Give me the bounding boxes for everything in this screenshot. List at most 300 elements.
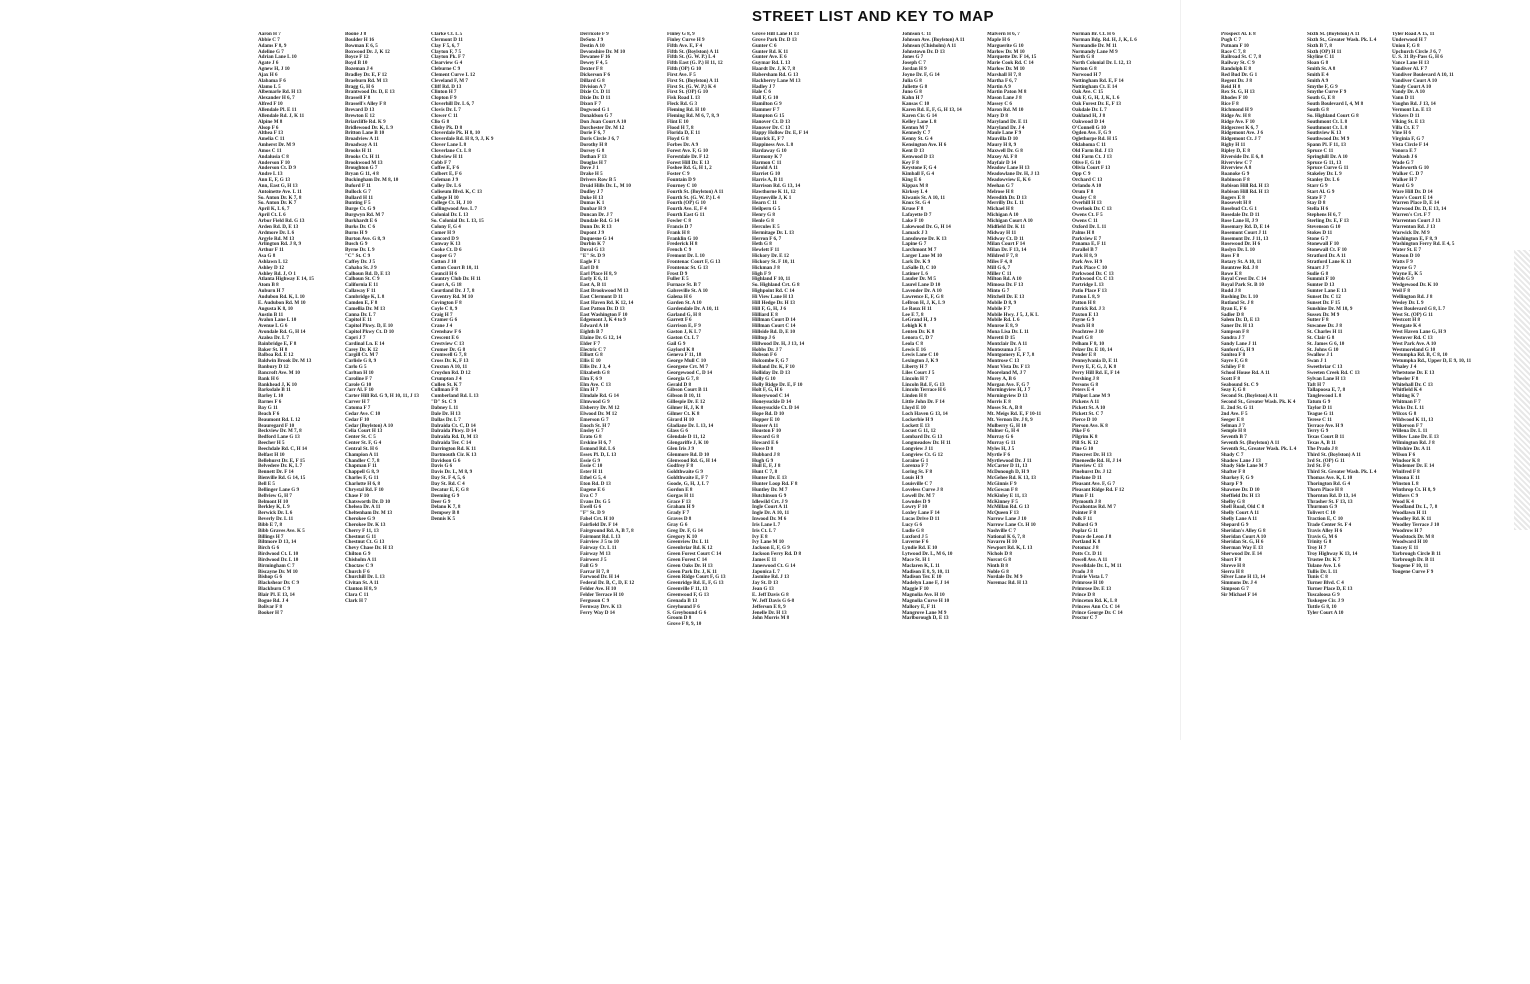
street-entry: Regent Dr. J 8 xyxy=(1221,77,1252,84)
street-entry: Dexter F 8 xyxy=(580,66,603,73)
street-entry: Joyne Dr. F, G 14 xyxy=(902,71,940,78)
street-entry: Eugene E 6 xyxy=(580,486,605,493)
street-entry: Stonewall Ct. F 10 xyxy=(1307,247,1347,254)
street-entry: Heth G 8 xyxy=(752,241,772,248)
street-entry: Covington F 8 xyxy=(431,299,462,306)
street-entry: Holly G 10 xyxy=(752,375,776,382)
street-entry: Jackson Ferry Rd. D 8 xyxy=(752,551,802,558)
street-entry: Lee E 7, 8 xyxy=(902,311,924,318)
street-list-column-7 xyxy=(902,32,986,622)
street-entry: Warren Place D, E 14 xyxy=(1392,200,1440,207)
street-entry: Vandiver Boulevard A 10, 11 xyxy=(1392,71,1454,78)
street-entry: Brookwood M 13 xyxy=(345,159,383,166)
street-entry: Hunt C 7, 8 xyxy=(752,469,778,476)
street-entry: Martin A 9 xyxy=(987,83,1011,90)
street-entry: French C 9 xyxy=(667,247,692,254)
street-entry: Cloverhill Dr. L 6, 7 xyxy=(431,101,475,108)
street-entry: Skyline C 11 xyxy=(1307,54,1335,61)
street-entry: Mona Lisa Dr. L 11 xyxy=(987,329,1029,336)
street-entry: Busch G 9 xyxy=(345,241,368,248)
street-entry: Shady Side Lane M 7 xyxy=(1221,463,1268,470)
street-entry: Maclaren K, L 11 xyxy=(902,562,940,569)
street-entry: Montclair Dr. A 11 xyxy=(987,340,1028,347)
street-entry: Vermont Ln. E 13 xyxy=(1392,106,1431,113)
street-entry: Electric C 7 xyxy=(580,346,606,353)
street-entry: Willow Lane Dr. E 13 xyxy=(1392,434,1439,441)
street-entry: Owens C 11 xyxy=(1072,218,1098,224)
street-entry: Lombard Dr. G 13 xyxy=(902,434,943,441)
street-entry: Happy Hollow Dr. E, F 14 xyxy=(752,130,809,137)
street-entry: Burkhardt E 6 xyxy=(345,218,377,224)
street-entry: Trustee Dr. K 7 xyxy=(1307,556,1341,563)
street-entry: Polk F 11 xyxy=(1072,516,1093,523)
street-entry: Sheridan's Alley G 8 xyxy=(1221,527,1266,534)
street-entry: Caroline F 7 xyxy=(345,375,372,382)
street-entry: Ingle Court A 11 xyxy=(752,504,788,511)
street-entry: Gibson B 10, 11 xyxy=(667,393,701,400)
street-entry: Stonewall F 10 xyxy=(1307,241,1339,248)
street-entry: Charles F, G 11 xyxy=(345,475,379,482)
street-entry: Kensington Ave. H 6 xyxy=(902,142,947,149)
street-entry: Garrison E, F 9 xyxy=(667,323,701,330)
street-entry: Railway St. C 9 xyxy=(1221,60,1255,67)
street-entry: Agnew H, J 10 xyxy=(258,66,290,73)
street-entry: Keystone F, G 4 xyxy=(902,165,937,172)
street-entry: Rosewood Dr. H 6 xyxy=(1221,241,1261,248)
street-entry: Maggie F 10 xyxy=(902,586,929,593)
street-entry: Birdwood Dr. L 10 xyxy=(258,556,299,563)
street-entry: Lakewood Dr. G, H 14 xyxy=(902,223,951,230)
street-entry: Hill F, G, H, J 6 xyxy=(752,305,787,312)
street-entry: Boyd B 10 xyxy=(345,60,368,67)
street-entry: Green Oaks Dr. H 13 xyxy=(667,562,713,569)
street-entry: Marshall H 7, 8 xyxy=(987,71,1021,78)
street-entry: Princess Ann Ct. C 14 xyxy=(1072,603,1120,610)
street-entry: Clark H 7 xyxy=(345,597,367,604)
street-entry: Sierra H 8 xyxy=(1221,568,1244,575)
street-entry: Cargill Ct. M 7 xyxy=(345,352,379,359)
street-entry: Nichols D 8 xyxy=(987,551,1012,558)
street-entry: Fifth St. (G. W. P.) L 4 xyxy=(667,54,716,61)
street-entry: Felder Ave. H 10 xyxy=(580,586,617,593)
street-entry: Dove J 1 xyxy=(580,165,599,172)
street-entry: Little John Dr. F 14 xyxy=(902,399,945,406)
street-entry: Haynesville J, K 1 xyxy=(752,194,792,201)
street-entry: Sampson F 8 xyxy=(1221,329,1249,336)
street-entry: Elm H 7 xyxy=(580,387,599,394)
street-entry: East Clermont D 11 xyxy=(580,293,623,300)
street-entry: Longview J 11 xyxy=(902,445,934,452)
street-entry: Sheridan St. G, H 6 xyxy=(1221,539,1264,546)
street-entry: Gunter Rd. K 11 xyxy=(752,48,789,55)
street-entry: Hi View Lane H 13 xyxy=(752,293,794,300)
street-entry: Belmont H 10 xyxy=(258,498,288,505)
street-entry: Hillwood Dr. H, J 13, 14 xyxy=(752,340,805,347)
street-entry: Troy H 7 xyxy=(1307,545,1327,552)
street-entry: Hope Rd. D 10 xyxy=(752,410,784,417)
street-entry: Britton Lane B 10 xyxy=(345,130,385,137)
street-entry: E. Jeff Davis G 8 xyxy=(752,592,789,598)
street-entry: Broadway A 11 xyxy=(345,142,378,149)
street-entry: Pineneedle Rd. H, J 14 xyxy=(1072,457,1122,464)
street-entry: Narrow Lane Ct. H 10 xyxy=(987,521,1036,528)
street-entry: Fifth East (G. P.) H 11, 12 xyxy=(667,60,723,67)
street-entry: Hamilton G 9 xyxy=(752,101,782,108)
street-entry: Goldthwaite G 9 xyxy=(667,469,703,476)
street-entry: Cramer G 6 xyxy=(431,317,458,324)
street-entry: Rushing Dr. L 10 xyxy=(1221,293,1258,300)
street-entry: Wheeler F 8 xyxy=(1392,375,1419,382)
street-entry: Cherokee Dr. K 13 xyxy=(345,521,386,528)
street-entry: Woodley Terrace J 10 xyxy=(1392,521,1440,528)
street-entry: Pinecrest Dr. H 13 xyxy=(1072,451,1112,458)
street-entry: Capitol Pkwy. D, E 10 xyxy=(345,323,393,330)
street-entry: Norwood H 7 xyxy=(1072,71,1102,78)
street-entry: Rex St. G, H 13 xyxy=(1221,89,1255,96)
street-entry: Craig H 7 xyxy=(431,311,453,318)
street-entry: Belvedere Dr. K, L 7 xyxy=(258,463,303,470)
street-entry: Wilmington Rd. J 8 xyxy=(1392,440,1435,447)
street-entry: Carlo G 5 xyxy=(345,364,367,371)
street-entry: Avalon Lane L 10 xyxy=(258,317,297,324)
street-entry: Courtland Dr. J 7, 8 xyxy=(431,288,475,295)
street-entry: Orlando A 10 xyxy=(1072,182,1102,189)
street-entry: Cleveland F, M 7 xyxy=(431,77,468,84)
street-entry: Foster C 9 xyxy=(667,171,690,178)
street-entry: Ridgemont Ave. J 6 xyxy=(1221,130,1264,137)
street-entry: Gregory K 10 xyxy=(667,533,697,540)
street-entry: Stevenson G 10 xyxy=(1307,223,1341,230)
street-entry: Knox St. G 4 xyxy=(902,200,931,207)
street-entry: Rutland St. J 8 xyxy=(1221,299,1254,306)
street-entry: Brevard D 13 xyxy=(345,106,375,113)
street-entry: Fleming Rd. H 10 xyxy=(667,106,706,113)
street-entry: Montezuma J 5 xyxy=(987,346,1021,353)
street-entry: Turner Place D, E 13 xyxy=(1307,586,1353,593)
street-entry: Latimer L 6 xyxy=(902,270,928,277)
street-entry: Shelly Court A 11 xyxy=(1221,510,1260,517)
street-entry: Gorgas H 11 xyxy=(667,492,695,499)
street-entry: Center St. C 5 xyxy=(345,434,376,441)
street-entry: Prairie Vista L 7 xyxy=(1072,574,1108,581)
street-entry: Olive F, G 10 xyxy=(1072,159,1101,166)
street-entry: Woodstock Dr. M 8 xyxy=(1392,533,1434,540)
street-entry: Dixie Dr. D 11 xyxy=(580,95,611,102)
street-entry: Gilmer H, J, K 8 xyxy=(667,405,704,411)
street-entry: Viking St. E 13 xyxy=(1392,118,1425,125)
street-entry: Shady C 7 xyxy=(1221,451,1244,458)
street-entry: Anderson F 10 xyxy=(258,159,290,166)
street-entry: Collingwood Ave. L 7 xyxy=(431,206,478,213)
street-entry: West Haven Lane G, H 9 xyxy=(1392,329,1447,336)
street-entry: Perry Hill Rd. E, F 14 xyxy=(1072,369,1120,376)
street-entry: Pugh C 7 xyxy=(1221,36,1242,43)
street-entry: Jenelle Dr. H 13 xyxy=(752,609,787,616)
street-entry: Key F 8 xyxy=(902,159,919,166)
street-entry: Hardaway G 10 xyxy=(752,147,787,154)
street-list-column-11 xyxy=(1307,32,1391,616)
street-entry: Hadley J 7 xyxy=(752,83,776,90)
street-entry: Champion A 11 xyxy=(345,451,379,458)
street-entry: Ashlawn L 12 xyxy=(258,258,288,265)
street-entry: Madelyn Lane F, J 14 xyxy=(902,580,949,587)
street-entry: Clayton F, 7 5 xyxy=(431,48,462,55)
street-entry: Grove Park Dr. D 13 xyxy=(752,36,797,43)
street-entry: Eighth B 7 xyxy=(580,329,604,336)
street-entry: Luxford J 5 xyxy=(902,533,928,540)
street-entry: Mt. Meigs Rd. E, F 10-11 xyxy=(987,410,1042,417)
street-entry: Darrington Rd. K 11 xyxy=(431,445,476,452)
street-entry: Ridgecrest K 6, 7 xyxy=(1221,124,1259,131)
street-entry: Arlington Rd. J 8, 9 xyxy=(258,241,302,248)
street-entry: Dumas K 1 xyxy=(580,200,605,207)
street-entry: Bellehurst Dr. E, F 15 xyxy=(258,457,305,464)
street-entry: Buckingham Dr. M 8, 10 xyxy=(345,177,399,184)
street-entry: Bradley Dr. E, F 12 xyxy=(345,71,387,78)
street-entry: Coyle C 8, 9 xyxy=(431,305,458,312)
street-entry: Mangrove Lane M 9 xyxy=(902,609,947,616)
street-entry: Chatsworth Dr. D 10 xyxy=(345,498,391,505)
street-entry: Clover Lane L 8 xyxy=(431,142,467,149)
street-entry: LeBron H, J, K, L 9 xyxy=(902,299,945,306)
street-entry: Railroad St. C 7, 8 xyxy=(1221,54,1262,61)
street-entry: Wood K 4 xyxy=(1392,498,1414,505)
street-entry: Andalusia C 8 xyxy=(258,153,289,160)
street-entry: Cromer Dr. G 8 xyxy=(431,346,466,353)
street-entry: Rotary St. A 10, 11 xyxy=(1221,258,1262,265)
street-entry: Grenada B 13 xyxy=(667,597,698,604)
street-entry: Withers C 9 xyxy=(1392,492,1419,499)
street-entry: Cullman F 8 xyxy=(431,387,458,394)
street-entry: Sherwood Dr. E 14 xyxy=(1221,551,1262,558)
street-entry: Maule Lane F 9 xyxy=(987,130,1022,137)
street-entry: Laurel Lane D 10 xyxy=(902,282,941,289)
street-entry: Berkley K, L 9 xyxy=(258,504,290,511)
street-entry: Sweetbriar C 13 xyxy=(1307,364,1343,371)
street-entry: Larger Lane M 10 xyxy=(902,253,942,260)
street-entry: Kimball F, G 4 xyxy=(902,171,935,178)
street-entry: Mooreland M, J 7 xyxy=(987,369,1026,376)
street-entry: Edgemont J, K 4 to 9 xyxy=(580,317,626,324)
street-entry: Myrtlewood Dr. J 11 xyxy=(987,457,1032,464)
street-entry: Francis D 7 xyxy=(667,223,693,230)
street-entry: Fifth Ave. E, F 4 xyxy=(667,42,703,49)
street-entry: South G, E 8 xyxy=(1307,95,1335,102)
street-entry: Red Bud Dr. G 1 xyxy=(1221,71,1258,78)
street-entry: Southwood Dr. M 9 xyxy=(1307,136,1350,143)
street-entry: Herron F 6, 7 xyxy=(752,235,782,242)
street-entry: Gunter C 6 xyxy=(752,42,777,49)
street-entry: Earl Place H 8, 9 xyxy=(580,270,617,277)
street-entry: Midway H 11 xyxy=(987,229,1017,236)
street-entry: Joseph C 7 xyxy=(902,60,926,67)
street-entry: Ann E, F, G 13 xyxy=(258,177,291,184)
street-entry: Hugh G 9 xyxy=(752,457,774,464)
street-entry: Beecher H 5 xyxy=(258,440,285,447)
street-entry: St. Charles H 11 xyxy=(1307,329,1343,336)
street-entry: Park Ave. H 9 xyxy=(1072,258,1103,265)
street-entry: Chrystal Rd. F 10 xyxy=(345,486,384,493)
street-entry: Tatum G 9 xyxy=(1307,399,1331,406)
street-entry: Fountain D 9 xyxy=(667,177,696,184)
street-entry: Carlisle G 8, 9 xyxy=(345,358,377,365)
street-entry: Owens Ct. F 5 xyxy=(1072,212,1103,219)
street-entry: East Washington F 10 xyxy=(580,311,628,318)
street-entry: Broadview A 11 xyxy=(345,136,379,143)
street-entry: Sayre F, G 8 xyxy=(1221,358,1248,365)
street-entry: Murray G 11 xyxy=(987,440,1016,447)
street-entry: Pollard G 9 xyxy=(1072,521,1098,528)
street-list-column-1 xyxy=(258,32,342,616)
street-entry: Habersham Rd. G 13 xyxy=(752,71,799,78)
street-entry: Elm Ave. C 13 xyxy=(580,381,611,388)
street-entry: Civitan St. A 11 xyxy=(345,580,379,587)
street-entry: School House Rd. A 11 xyxy=(1221,369,1270,376)
street-entry: Jay St. D 13 xyxy=(752,580,779,587)
street-entry: Enoch St. H 7 xyxy=(580,422,611,429)
street-entry: Old Farm Ct. J 13 xyxy=(1072,153,1112,160)
street-entry: Dewanee F 16 xyxy=(580,54,611,61)
street-entry: Spruce C 11 xyxy=(1307,147,1334,154)
street-entry: Liles Court J 5 xyxy=(902,369,935,376)
street-entry: Farwood Dr. H 14 xyxy=(580,574,620,581)
street-entry: Cotton Court B 10, 11 xyxy=(431,264,479,271)
street-entry: First St. (Boylston) A 11 xyxy=(667,77,719,84)
street-entry: Louisville C 7 xyxy=(902,480,933,487)
street-entry: Country Club Dr. H 11 xyxy=(431,276,481,283)
street-entry: Wayne G 7 xyxy=(1392,264,1417,271)
street-entry: Pennsylvania D, E 11 xyxy=(1072,358,1118,365)
street-entry: Meehan G 7 xyxy=(987,182,1014,189)
street-entry: Roslyn Dr. L 10 xyxy=(1221,247,1255,254)
street-entry: Cleburne C 9 xyxy=(431,66,461,73)
street-entry: Bancroft Ave. M 10 xyxy=(258,369,300,376)
street-entry: Blackshear Dr. C 9 xyxy=(258,580,300,587)
street-entry: Madison E 8, 9, 10, 11 xyxy=(902,568,950,575)
street-entry: Elizabeth G 8 xyxy=(580,369,610,376)
street-entry: High F 9 xyxy=(752,270,771,277)
street-entry: Sheridan Court A 10 xyxy=(1221,533,1266,540)
street-entry: Girard H 10 xyxy=(667,416,694,423)
street-entry: Leola C 8 xyxy=(902,340,923,347)
street-entry: Hilliard E 8 xyxy=(752,311,778,318)
street-entry: Cumberland Rd. L 13 xyxy=(431,393,479,400)
street-entry: Winthrop Ct. H 8, 9 xyxy=(1392,486,1436,493)
street-entry: Powell Ave. A 11 xyxy=(1072,556,1108,563)
street-entry: Orchard C 13 xyxy=(1072,177,1103,184)
street-entry: Fifth St. (Boylston) A 11 xyxy=(667,48,719,55)
street-entry: Hackberry Lane M 13 xyxy=(752,77,801,84)
street-entry: Dewey F 4, 5 xyxy=(580,60,608,67)
street-entry: Eva C 7 xyxy=(580,492,598,499)
street-entry: Turner Blvd. C 4 xyxy=(1307,580,1344,587)
street-entry: Sussex Dr. M 9 xyxy=(1307,311,1340,318)
street-entry: George Mull C 10 xyxy=(667,358,706,365)
street-entry: Doris Circle J 6, 7 xyxy=(580,136,620,143)
street-entry: Jean G 13 xyxy=(752,586,774,593)
street-entry: Harris A, B 11 xyxy=(752,177,784,184)
street-entry: Sumter Lane E 13 xyxy=(1307,288,1347,295)
street-entry: Kenton M 7 xyxy=(902,124,929,131)
street-entry: Rosedale Dr. D 11 xyxy=(1221,212,1260,219)
street-entry: Carlton H 10 xyxy=(345,369,374,376)
street-entry: Lehigh K 8 xyxy=(902,323,927,330)
street-entry: State F 7 xyxy=(1307,194,1327,201)
street-entry: Tanglewood L 8 xyxy=(1307,393,1342,400)
street-entry: Sheffield Dr. H 13 xyxy=(1221,492,1260,499)
street-entry: Chapman F 11 xyxy=(345,463,377,470)
street-entry: Kennedy C 7 xyxy=(902,130,931,137)
street-entry: Watts F 9 xyxy=(1392,258,1413,265)
street-entry: Fisk Road L 13 xyxy=(667,95,700,102)
street-entry: Cotton J 10 xyxy=(431,258,457,265)
street-entry: Oklahoma C 11 xyxy=(1072,142,1106,149)
street-entry: Hill Hedge Dr. H 13 xyxy=(752,299,795,306)
street-entry: Fairground Rd. A, B 7, 8 xyxy=(580,527,634,534)
street-entry: Carver H 7 xyxy=(345,399,370,406)
street-entry: Holcombe F, G 7 xyxy=(752,358,789,365)
street-entry: Spruce Curve G 11 xyxy=(1307,165,1349,172)
street-entry: Harmony K 7 xyxy=(752,153,782,160)
street-entry: Sutter F 8 xyxy=(1307,317,1329,324)
street-entry: Rosemont Dr. J 11, 13 xyxy=(1221,235,1269,242)
street-entry: Sixth (OP) H 11 xyxy=(1307,48,1342,55)
street-entry: LaSalle D, C 10 xyxy=(902,264,936,271)
street-entry: St. Johns G 10 xyxy=(1307,346,1339,353)
street-entry: Perry E, F, G, J, K 8 xyxy=(1072,364,1117,371)
street-entry: Greg Dr. F, G 14 xyxy=(667,527,703,534)
street-entry: Bryan G 11, 4 8 xyxy=(345,171,379,178)
street-entry: Gardendale Dr. A 10, 11 xyxy=(667,305,719,312)
street-entry: Woodward H 10 xyxy=(1392,539,1428,546)
street-entry: Yougene Curve F 9 xyxy=(1392,568,1434,575)
street-entry: Charlotte H 6, 8 xyxy=(345,480,381,487)
street-entry: April K, L 6, 7 xyxy=(258,206,290,213)
street-entry: Colonial Dr. L 13 xyxy=(431,212,469,219)
street-entry: Division A 7 xyxy=(580,83,607,90)
street-entry: Sloan G 8 xyxy=(1307,60,1329,67)
street-entry: Galena H 6 xyxy=(667,293,692,300)
street-entry: Prospect Al. E 8 xyxy=(1221,32,1256,37)
street-entry: Lawrence E, F, G 8 xyxy=(902,293,944,300)
street-entry: Meadowlane Dr. H, J 13 xyxy=(987,171,1040,178)
street-entry: Seventh B 7 xyxy=(1221,434,1247,441)
street-entry: Fremont Dr. L 10 xyxy=(667,253,705,260)
street-entry: Rice F 8 xyxy=(1221,101,1239,108)
street-entry: Norcot G 8 xyxy=(987,556,1011,563)
street-list-column-3 xyxy=(431,32,515,523)
street-entry: Georgene Crt. M 7 xyxy=(667,364,709,371)
street-entry: Grace F 13 xyxy=(667,498,691,505)
street-entry: Davidson G 6 xyxy=(431,457,461,464)
street-entry: Kenwood D 13 xyxy=(902,153,934,160)
street-entry: Mallory E, F 11 xyxy=(902,603,936,610)
street-entry: Pine G 10 xyxy=(1072,445,1094,452)
street-entry: Bankhead J, K 10 xyxy=(258,381,297,388)
street-entry: Oak Forest Dr. E, F 13 xyxy=(1072,101,1121,108)
street-entry: Hercules E 5 xyxy=(752,223,780,230)
street-entry: Thornton Rd. D 13, 14 xyxy=(1307,492,1356,499)
street-entry: Durbin K 7 xyxy=(580,241,605,248)
street-entry: Thorn Place H 8 xyxy=(1307,486,1343,493)
street-entry: Cedar Ave. C 10 xyxy=(345,410,381,417)
street-entry: Glendale D 11, 12 xyxy=(667,434,706,441)
street-entry: Colony F, G 4 xyxy=(431,223,461,230)
street-entry: Lucas Drive D 11 xyxy=(902,516,940,523)
street-entry: Randolph E 8 xyxy=(1221,66,1252,73)
street-entry: Cloverlane Ct. L 8 xyxy=(431,147,471,154)
street-entry: Ross F 8 xyxy=(1221,253,1240,260)
